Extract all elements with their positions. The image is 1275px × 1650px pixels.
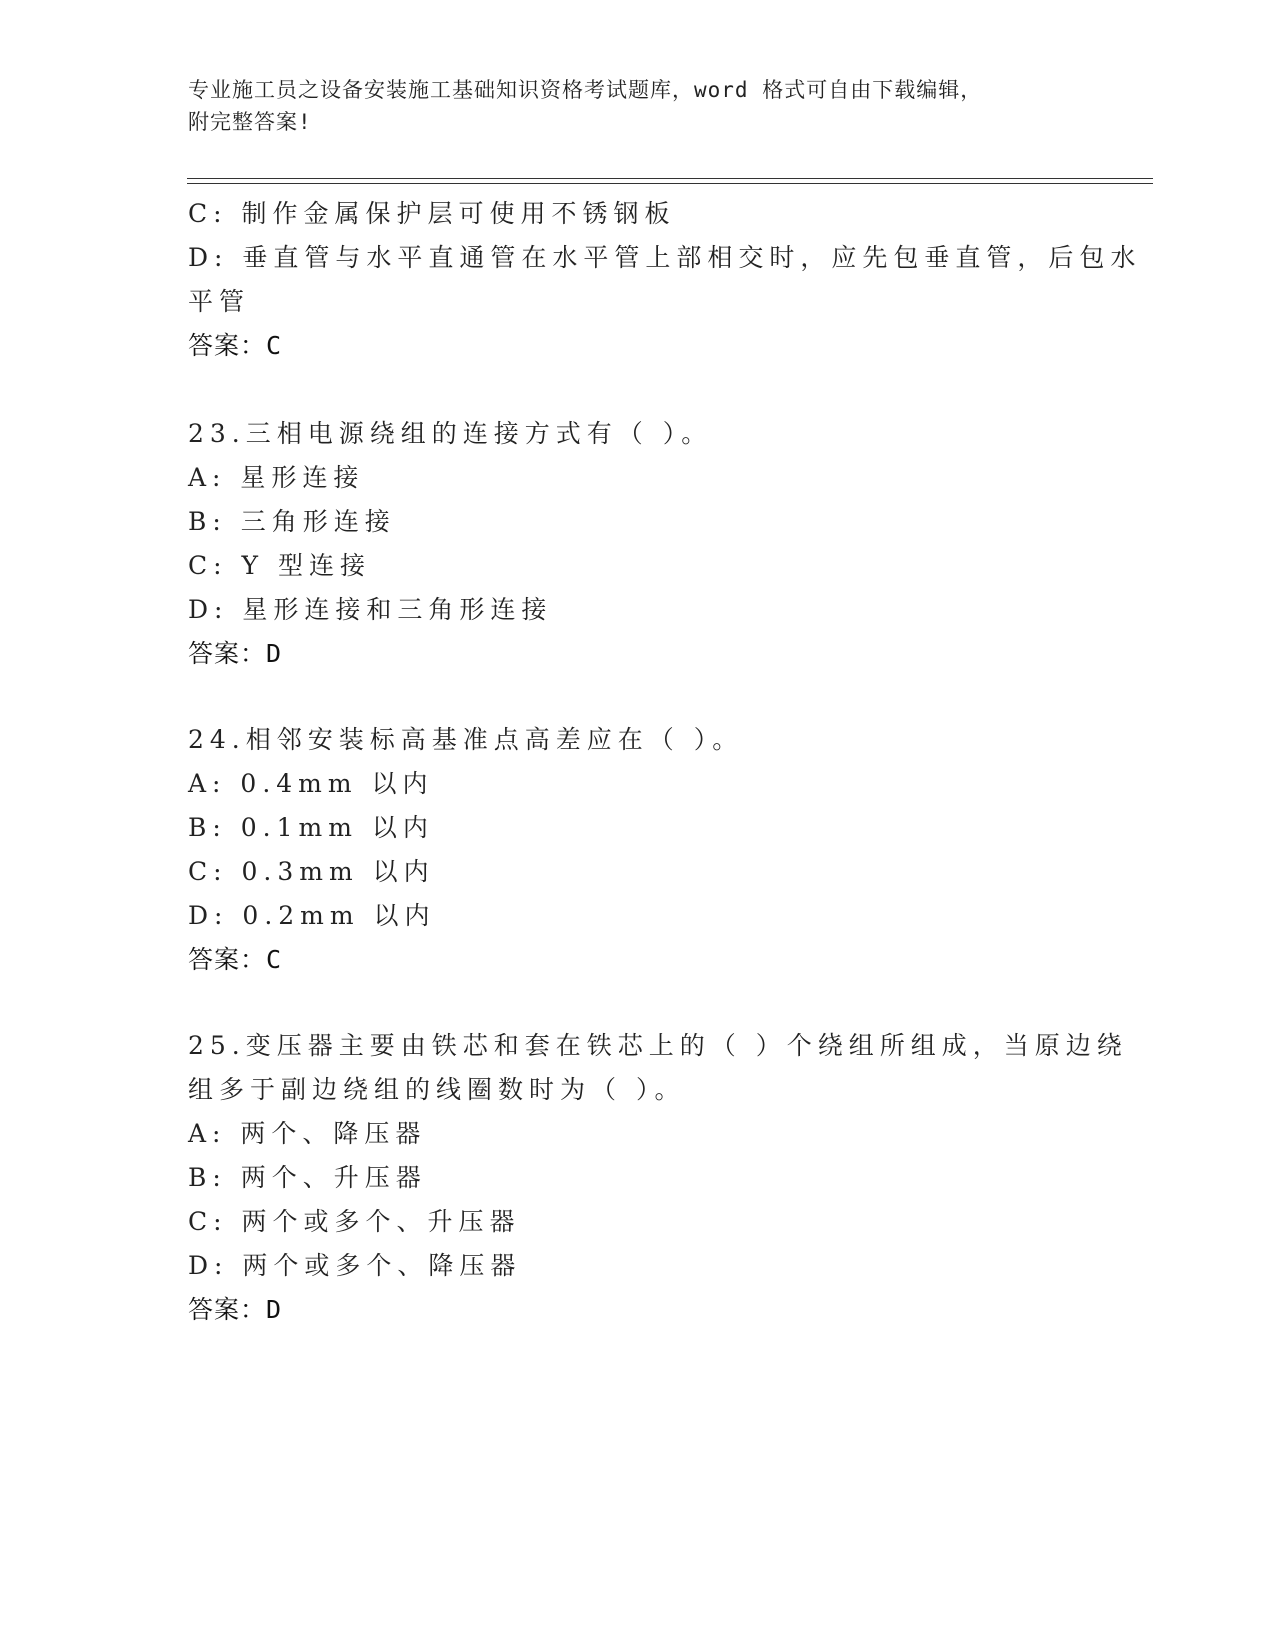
q25-option-a: A: 两个、降压器 — [188, 1119, 427, 1148]
q23-option-c: C: Y 型连接 — [188, 551, 371, 580]
q25-question-line-2: 组多于副边绕组的线圈数时为（ ）。 — [188, 1075, 686, 1104]
q25-option-b: B: 两个、升压器 — [188, 1163, 427, 1192]
prev-option-d-line-2: 平管 — [188, 287, 251, 316]
q25-answer: 答案：D — [188, 1295, 283, 1324]
header-divider-top — [187, 178, 1153, 179]
q25-option-c: C: 两个或多个、升压器 — [188, 1207, 521, 1236]
q23-question: 23.三相电源绕组的连接方式有（ ）。 — [188, 419, 713, 448]
prev-answer: 答案：C — [188, 331, 283, 360]
header-line-2: 附完整答案! — [188, 110, 312, 134]
q25-option-d: D: 两个或多个、降压器 — [188, 1251, 522, 1280]
q24-option-b: B: 0.1mm 以内 — [188, 813, 434, 842]
prev-option-c: C: 制作金属保护层可使用不锈钢板 — [188, 199, 676, 228]
header-line-1: 专业施工员之设备安装施工基础知识资格考试题库，word 格式可自由下载编辑， — [188, 78, 983, 102]
q23-option-d: D: 星形连接和三角形连接 — [188, 595, 553, 624]
prev-option-d-line-1: D: 垂直管与水平直通管在水平管上部相交时，应先包垂直管，后包水 — [188, 243, 1142, 272]
q24-option-c: C: 0.3mm 以内 — [188, 857, 435, 886]
document-header — [188, 74, 1088, 138]
q23-answer: 答案：D — [188, 639, 283, 668]
q24-question: 24.相邻安装标高基准点高差应在（ ）。 — [188, 725, 744, 754]
q24-option-d: D: 0.2mm 以内 — [188, 901, 436, 930]
q25-question-line-1: 25.变压器主要由铁芯和套在铁芯上的（ ）个绕组所组成，当原边绕 — [188, 1031, 1128, 1060]
q24-answer: 答案：C — [188, 945, 283, 974]
header-divider-bottom — [187, 183, 1153, 184]
q23-option-b: B: 三角形连接 — [188, 507, 396, 536]
q23-option-a: A: 星形连接 — [188, 463, 365, 492]
q24-option-a: A: 0.4mm 以内 — [188, 769, 434, 798]
